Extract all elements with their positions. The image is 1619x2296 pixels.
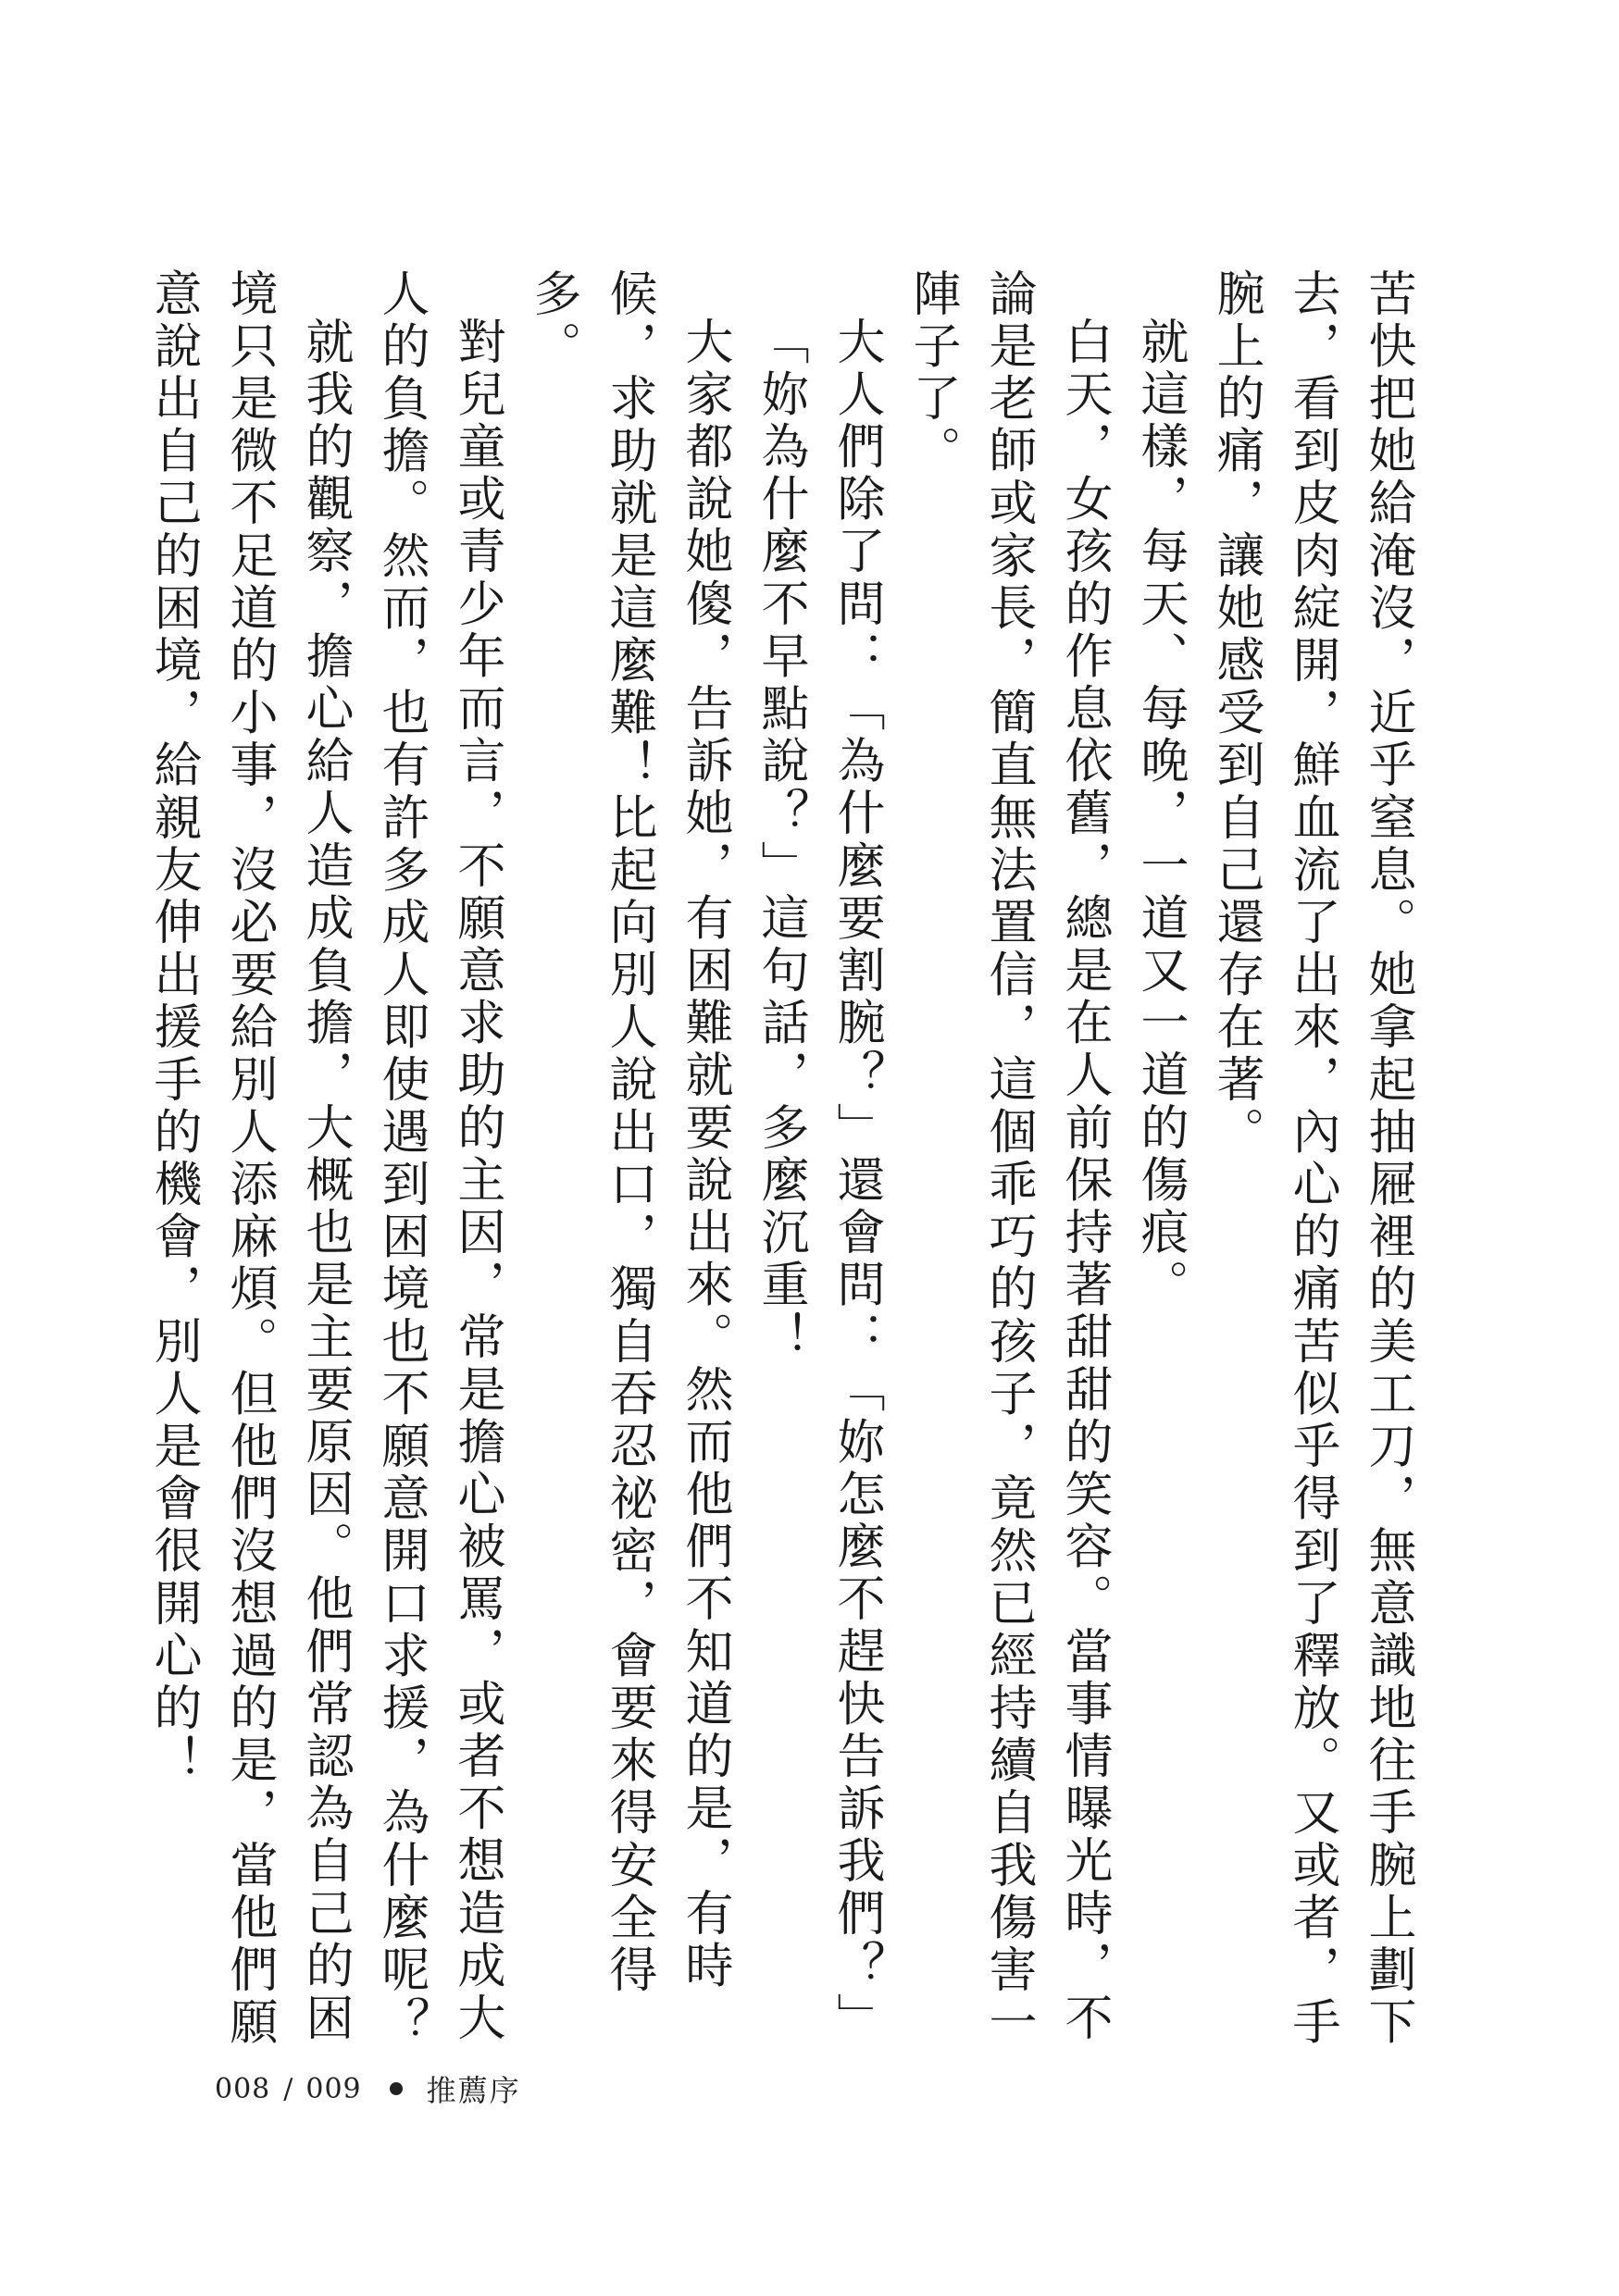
paragraph-7: 對兒童或青少年而言，不願意求助的主因，常是擔心被罵，或者不想造成大人的負擔。然而，也有許多成人即使遇到困境也不願意開口求援，為什麼呢？ (373, 268, 504, 2050)
paragraph-4: 大人們除了問：「為什麼要割腕？」還會問：「妳怎麼不趕快告訴我們？」 (828, 316, 884, 2045)
page-number-right: 009 (305, 2072, 362, 2105)
paragraph-5: 「妳為什麼不早點說？」這句話，多麼沉重！ (753, 316, 808, 1364)
page-footer (215, 2066, 521, 2112)
bullet-dot-icon (390, 2082, 403, 2095)
paragraph-6: 大家都說她傻，告訴她，有困難就要說出來。然而他們不知道的是，有時候，求助就是這麼難！比起向別人說出口，獨自吞忍祕密，會要來得安全得多。 (525, 268, 732, 1997)
page-number-separator: / (283, 2072, 293, 2105)
vertical-body-text (145, 268, 1426, 2073)
section-title: 推薦序 (426, 2073, 521, 2108)
page-number-left: 008 (215, 2072, 271, 2105)
paragraph-8: 就我的觀察，擔心給人造成負擔，大概也是主要原因。他們常認為自己的困境只是微不足道的小事，沒必要給別人添麻煩。但他們沒想過的是，當他們願意說出自己的困境，給親友伸出援手的機會，別人是會很開心的！ (145, 268, 353, 2050)
paragraph-1: 苦快把她給淹沒，近乎窒息。她拿起抽屜裡的美工刀，無意識地往手腕上劃下去，看到皮肉綻開，鮮血流了出來，內心的痛苦似乎得到了釋放。又或者，手腕上的痛，讓她感受到自己還存在著。 (1208, 268, 1415, 2050)
paragraph-2: 就這樣，每天、每晚，一道又一道的傷痕。 (1132, 316, 1188, 1312)
paragraph-3: 白天，女孩的作息依舊，總是在人前保持著甜甜的笑容。當事情曝光時，不論是老師或家長，簡直無法置信，這個乖巧的孩子，竟然已經持續自我傷害一陣子了。 (904, 268, 1112, 2050)
